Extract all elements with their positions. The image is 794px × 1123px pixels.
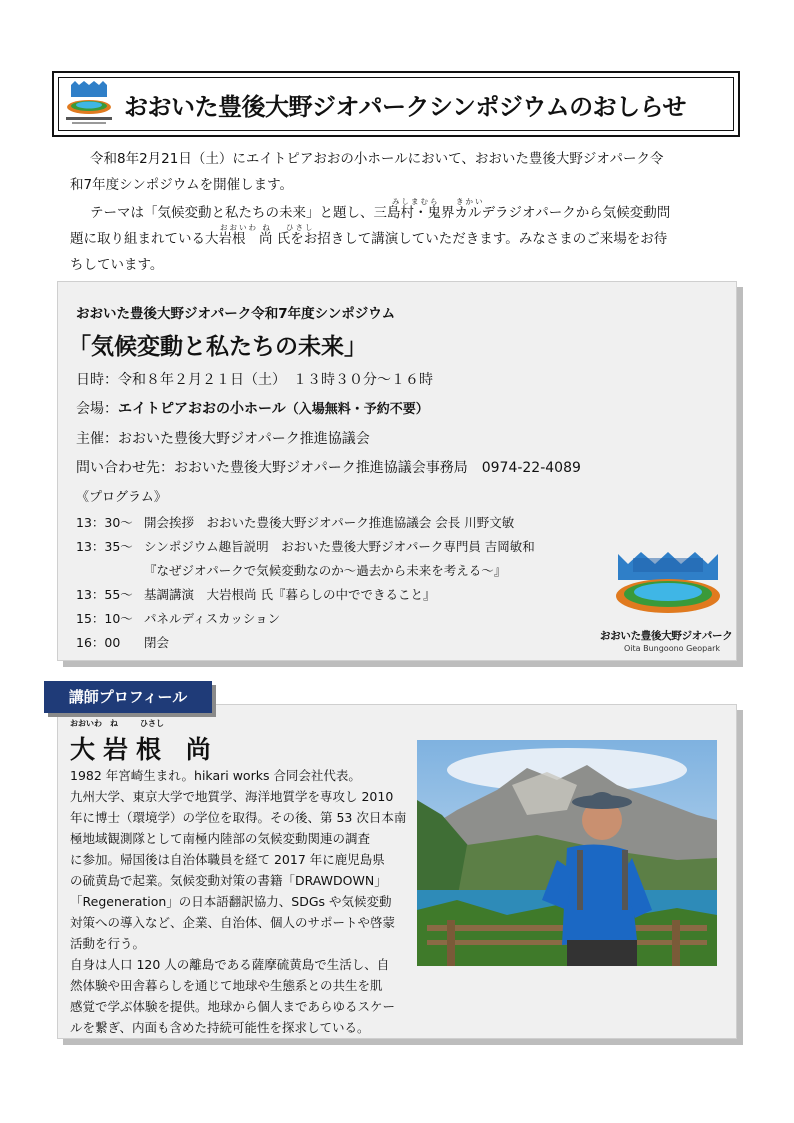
program-text: 『なぜジオパークで気候変動なのか～過去から未来を考える～』 — [144, 563, 507, 578]
program-time: 15：10～ — [76, 611, 133, 626]
bio-line: 「Regeneration」の日本語翻訳協力、SDGs や気候変動 — [70, 894, 392, 909]
bio-line: 極地域観測隊として南極内陸部の気候変動関連の調査 — [70, 831, 371, 846]
page-title: おおいた豊後大野ジオパークシンポジウムのおしらせ — [124, 93, 686, 121]
program-heading: 《プログラム》 — [76, 490, 167, 505]
event-datetime: 日時：令和８年２月２１日（土） １３時３０分～１６時 — [76, 372, 433, 388]
program-time: 16：00 — [76, 635, 121, 650]
bio-line: 自身は人口 120 人の離島である薩摩硫黄島で生活し、自 — [70, 957, 390, 972]
program-item — [76, 633, 169, 651]
intro-line-1: 令和8年2月21日（土）にエイトピアおおの小ホールにおいて、おおいた豊後大野ジオパーク令 — [90, 151, 664, 167]
program-item — [76, 561, 506, 579]
intro-line-3: テーマは「気候変動と私たちの未来」と題し、三島村・鬼界カルデラジオパークから気候変動問 — [90, 205, 671, 221]
bio-line: ルを繋ぎ、内面も含めた持続可能性を探求している。 — [70, 1020, 370, 1035]
venue-label: 会場： — [76, 401, 118, 417]
ruby-kikai: きかい — [456, 197, 485, 206]
event-host: 主催：おおいた豊後大野ジオパーク推進協議会 — [76, 431, 370, 447]
program-item — [76, 537, 535, 555]
speaker-photo — [417, 740, 717, 966]
program-item — [76, 585, 435, 603]
program-time: 13：35～ — [76, 539, 133, 554]
program-text: 開会挨拶 おおいた豊後大野ジオパーク推進協議会 会長 川野文敏 — [144, 515, 515, 530]
bio-line: 然体験や田舎暮らしを通じて地球や生態系との共生を肌 — [70, 978, 383, 993]
program-time: 13：55～ — [76, 587, 133, 602]
bio-line: 活動を行う。 — [70, 936, 146, 951]
bio-line: に参加。帰国後は自治体職員を経て 2017 年に鹿児島県 — [70, 852, 385, 867]
intro-line-2: 和7年度シンポジウムを開催します。 — [70, 177, 294, 193]
title-banner — [52, 71, 740, 137]
program-item — [76, 609, 280, 627]
program-text: 基調講演 大岩根尚 氏『暮らしの中でできること』 — [144, 587, 436, 602]
geopark-logo-large-icon — [613, 550, 723, 620]
logo-text-en: Oita Bungoono Geopark — [624, 644, 721, 653]
bio-line: 九州大学、東京大学で地質学、海洋地質学を専攻し 2010 — [70, 789, 394, 804]
profile-tab — [44, 681, 212, 713]
ruby-oiwane: おおいわ ね — [220, 223, 272, 232]
bio-line: 感覚で学ぶ体験を提供。地球から個人まであらゆるスケー — [70, 999, 396, 1014]
bio-line: 対策への導入など、企業、自治体、個人のサポートや啓蒙 — [70, 915, 396, 930]
geopark-logo-icon — [62, 77, 116, 127]
ruby-given: ひさし — [140, 719, 164, 728]
event-subtitle: おおいた豊後大野ジオパーク令和7年度シンポジウム — [76, 306, 396, 322]
event-theme: 「気候変動と私たちの未来」 — [68, 334, 367, 360]
bio-line: の硫黄島で起業。気候変動対策の書籍「DRAWDOWN」 — [70, 873, 387, 888]
program-text: シンポジウム趣旨説明 おおいた豊後大野ジオパーク専門員 吉岡敏和 — [144, 539, 535, 554]
venue-name: エイトピアおおの小ホール — [118, 401, 286, 417]
program-time: 13：30～ — [76, 515, 133, 530]
ruby-mishimamura: みしまむら — [392, 197, 440, 206]
logo-text-jp: おおいた豊後大野ジオパーク — [600, 630, 733, 642]
venue-note: （入場無料・予約不要） — [285, 402, 429, 417]
program-item — [76, 513, 514, 531]
bio-line: 1982 年宮崎生まれ。hikari works 合同会社代表。 — [70, 768, 361, 783]
program-text: 閉会 — [144, 635, 170, 650]
program-text: パネルディスカッション — [144, 611, 281, 626]
profile-tab-label: 講師プロフィール — [68, 688, 188, 706]
ruby-hisashi: ひさし — [286, 223, 315, 232]
bio-line: 年に博士（環境学）の学位を取得。その後、第 53 次日本南 — [70, 810, 407, 825]
intro-line-5: ちしています。 — [70, 257, 164, 273]
speaker-name-ruby — [70, 718, 164, 729]
intro-line-4: 題に取り組まれている大岩根 尚 氏をお招きして講演していただきます。みなさまのご来場をお待 — [70, 231, 668, 247]
event-venue — [76, 398, 429, 418]
event-contact: 問い合わせ先：おおいた豊後大野ジオパーク推進協議会事務局 0974-22-4089 — [76, 460, 581, 476]
speaker-name: 大岩根 尚 — [70, 735, 219, 764]
event-info-box — [57, 281, 737, 661]
ruby-surname: おおいわ ね — [70, 719, 118, 728]
